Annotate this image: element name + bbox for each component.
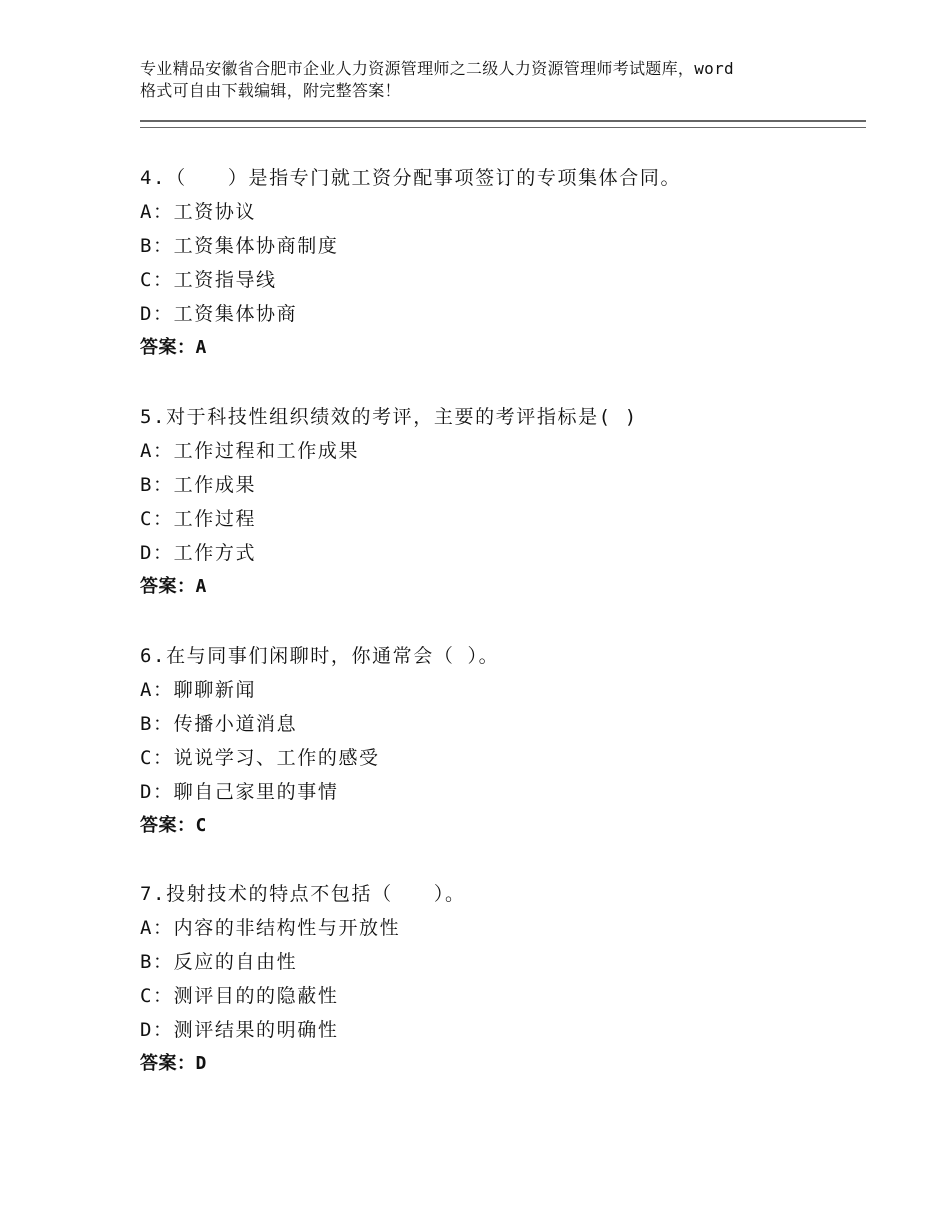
answer-value: C (195, 815, 207, 836)
answer (140, 1050, 207, 1078)
header-line-2: 格式可自由下载编辑，附完整答案！ (140, 81, 401, 100)
option-a: A：工作过程和工作成果 (140, 440, 360, 462)
question-title: 7.投射技术的特点不包括（ ）。 (140, 883, 466, 905)
header-divider (140, 120, 866, 128)
option-d: D：测评结果的明确性 (140, 1019, 339, 1041)
answer-label: 答案： (140, 576, 196, 597)
option-a: A：工资协议 (140, 201, 257, 223)
header-line-1: 专业精品安徽省合肥市企业人力资源管理师之二级人力资源管理师考试题库，word (140, 59, 734, 78)
option-c: C：测评目的的隐蔽性 (140, 985, 339, 1007)
answer (140, 334, 207, 362)
option-b: B：反应的自由性 (140, 951, 298, 973)
answer-label: 答案： (140, 337, 196, 358)
option-c: C：说说学习、工作的感受 (140, 747, 380, 769)
question-title: 4.（ ）是指专门就工资分配事项签订的专项集体合同。 (140, 167, 682, 189)
answer (140, 812, 207, 840)
answer-label: 答案： (140, 815, 196, 836)
option-c: C：工作过程 (140, 508, 257, 530)
option-a: A：聊聊新闻 (140, 679, 257, 701)
option-b: B：传播小道消息 (140, 713, 298, 735)
option-b: B：工作成果 (140, 474, 257, 496)
answer-value: A (195, 576, 207, 597)
option-d: D：聊自己家里的事情 (140, 781, 339, 803)
answer-value: D (195, 1053, 207, 1074)
document-header (140, 58, 830, 102)
answer (140, 573, 207, 601)
option-a: A：内容的非结构性与开放性 (140, 917, 401, 939)
option-c: C：工资指导线 (140, 269, 277, 291)
answer-value: A (195, 337, 207, 358)
question-title: 6.在与同事们闲聊时，你通常会（ ）。 (140, 645, 500, 667)
option-b: B：工资集体协商制度 (140, 235, 339, 257)
question-title: 5.对于科技性组织绩效的考评，主要的考评指标是( ) (140, 406, 638, 428)
answer-label: 答案： (140, 1053, 196, 1074)
option-d: D：工资集体协商 (140, 303, 298, 325)
option-d: D：工作方式 (140, 542, 257, 564)
